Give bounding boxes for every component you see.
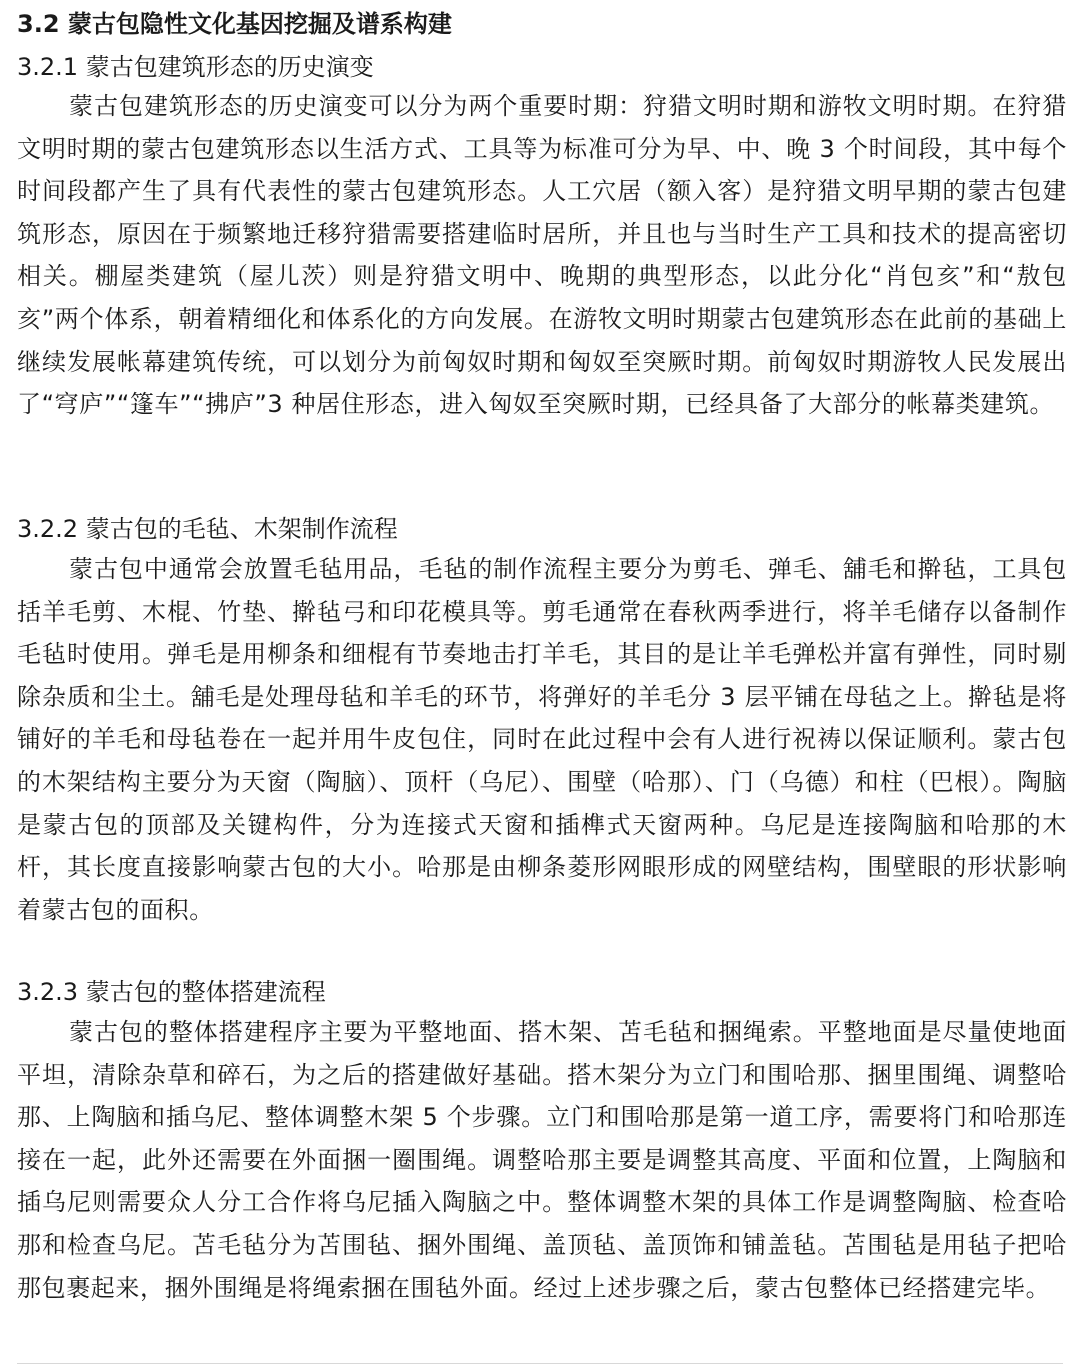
paragraph-history: 蒙古包建筑形态的历史演变可以分为两个重要时期：狩猎文明时期和游牧文明时期。在狩猎文明时期的蒙古包建筑形态以生活方式、工具等为标准可分为早、中、晚 3 个时间段，其中每个时间段都产生了具有代表性的蒙古包建筑形态。人工穴居（额入客）是狩猎文明早期的蒙古包建筑形态，原因在于频繁地迁移狩猎需要搭建临时居所，并且也与当时生产工具和技术的提高密切相关。棚屋类建筑（屋儿茨）则是狩猎文明中、晚期的典型形态，以此分化“肖包亥”和“敖包亥”两个体系，朝着精细化和体系化的方向发展。在游牧文明时期蒙古包建筑形态在此前的基础上继续发展帐幕建筑传统，可以划分为前匈奴时期和匈奴至突厥时期。前匈奴时期游牧人民发展出了“穹庐”“篷车”“拂庐”3 种居住形态，进入匈奴至突厥时期，已经具备了大部分的帐幕类建筑。	[17, 92, 1067, 419]
subsection-heading-felt-frame: 3.2.2 蒙古包的毛毡、木架制作流程	[17, 515, 398, 543]
paragraph-felt-frame: 蒙古包中通常会放置毛毡用品，毛毡的制作流程主要分为剪毛、弹毛、舖毛和擀毡，工具包括羊毛剪、木棍、竹垫、擀毡弓和印花模具等。剪毛通常在春秋两季进行，将羊毛储存以备制作毛毡时使用。弹毛是用柳条和细棍有节奏地击打羊毛，其目的是让羊毛弹松并富有弹性，同时剔除杂质和尘土。舖毛是处理母毡和羊毛的环节，将弹好的羊毛分 3 层平铺在母毡之上。擀毡是将铺好的羊毛和母毡卷在一起并用牛皮包住，同时在此过程中会有人进行祝祷以保证顺利。蒙古包的木架结构主要分为天窗（陶脑）、顶杆（乌尼）、围壁（哈那）、门（乌德）和柱（巴根）。陶脑是蒙古包的顶部及关键构件，分为连接式天窗和插榫式天窗两种。乌尼是连接陶脑和哈那的木杆，其长度直接影响蒙古包的大小。哈那是由柳条菱形网眼形成的网壁结构，围壁眼的形状影响着蒙古包的面积。	[17, 555, 1067, 924]
subsection-heading-construction: 3.2.3 蒙古包的整体搭建流程	[17, 978, 326, 1006]
paragraph-construction: 蒙古包的整体搭建程序主要为平整地面、搭木架、苫毛毡和捆绳索。平整地面是尽量使地面平坦，清除杂草和碎石，为之后的搭建做好基础。搭木架分为立门和围哈那、捆里围绳、调整哈那、上陶脑和插乌尼、整体调整木架 5 个步骤。立门和围哈那是第一道工序，需要将门和哈那连接在一起，此外还需要在外面捆一圈围绳。调整哈那主要是调整其高度、平面和位置，上陶脑和插乌尼则需要众人分工合作将乌尼插入陶脑之中。整体调整木架的具体工作是调整陶脑、检查哈那和检查乌尼。苫毛毡分为苫围毡、捆外围绳、盖顶毡、盖顶饰和铺盖毡。苫围毡是用毡子把哈那包裹起来，捆外围绳是将绳索捆在围毡外面。经过上述步骤之后，蒙古包整体已经搭建完毕。	[17, 1018, 1067, 1302]
section-heading: 3.2 蒙古包隐性文化基因挖掘及谱系构建	[17, 10, 452, 38]
bottom-divider	[17, 1363, 1063, 1364]
subsection-heading-history: 3.2.1 蒙古包建筑形态的历史演变	[17, 53, 374, 81]
